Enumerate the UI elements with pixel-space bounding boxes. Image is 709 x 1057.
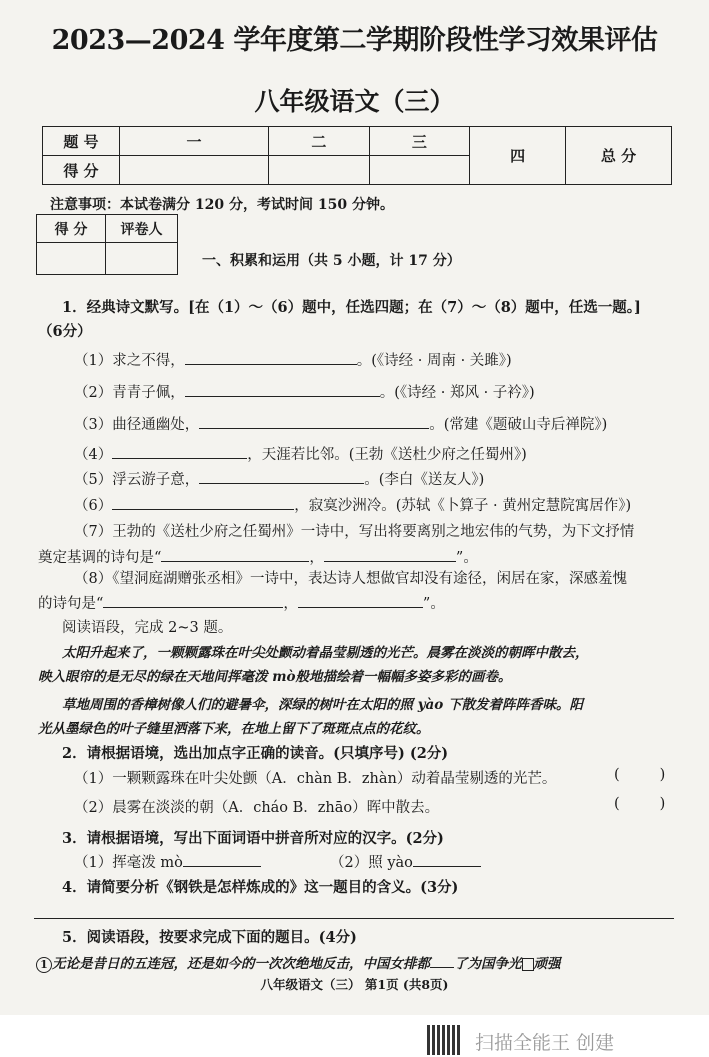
q3-item-2: （2）照 yào	[330, 851, 481, 872]
score-cell-4: 四	[470, 127, 566, 185]
answer-blank[interactable]	[324, 547, 456, 562]
score-cell-3: 三	[369, 127, 470, 156]
q2-answer-paren-1[interactable]: ( )	[614, 767, 666, 783]
q1-item-5: （5）浮云游子意， 。(李白《送友人》)	[74, 468, 484, 489]
q3-item-1: （1）挥毫泼 mò	[74, 851, 261, 872]
circled-number: 1	[36, 957, 52, 973]
answer-box[interactable]	[522, 958, 534, 971]
section-1-heading: 一、积累和运用（共 5 小题，计 17 分）	[202, 253, 461, 269]
score-table	[42, 126, 672, 185]
passage-line: 光从墨绿色的叶子缝里洒落下来，在地上留下了斑斑点点的花纹。	[38, 721, 430, 737]
answer-blank[interactable]	[185, 350, 357, 365]
divider-line	[34, 918, 674, 919]
answer-blank[interactable]	[413, 852, 481, 867]
notice: 注意事项：本试卷满分 120 分，考试时间 150 分钟。	[50, 197, 394, 213]
passage-line: 太阳升起来了，一颗颗露珠在叶尖处颤动着晶莹剔透的光芒。晨雾在淡淡的朝晖中散去，	[62, 645, 589, 661]
answer-blank[interactable]	[298, 593, 423, 608]
answer-blank[interactable]	[112, 444, 247, 459]
score-blank-3[interactable]	[369, 156, 470, 185]
passage-line: 草地周围的香樟树像人们的避暑伞，深绿的树叶在太阳的照 yào 下散发着阵阵香味。阳	[62, 697, 583, 713]
qr-code-icon	[427, 1025, 461, 1055]
q1-item-1: （1）求之不得， 。(《诗经 · 周南 · 关雎》)	[74, 349, 512, 370]
answer-blank[interactable]	[199, 414, 429, 429]
q1-item-8-line2: 的诗句是“ ， ”。	[38, 592, 445, 613]
q1-item-3: （3）曲径通幽处， 。(常建《题破山寺后禅院》)	[74, 413, 607, 434]
answer-blank[interactable]	[103, 593, 283, 608]
q3-stem: 3．请根据语境，写出下面词语中拼音所对应的汉字。(2分)	[62, 830, 444, 847]
passage-line: 映入眼帘的是无尽的绿在天地间挥毫泼 mò般地描绘着一幅幅多姿多彩的画卷。	[38, 669, 512, 685]
grader-table	[36, 214, 178, 275]
q5-stem: 5．阅读语段，按要求完成下面的题目。(4分)	[62, 929, 357, 946]
score-blank-2[interactable]	[269, 156, 370, 185]
grader-score-blank[interactable]	[37, 243, 106, 275]
q2-option-1: （1）一颗颗露珠在叶尖处颤（A．chàn B．zhàn）动着晶莹剔透的光芒。	[74, 771, 557, 787]
score-cell-2: 二	[269, 127, 370, 156]
scanner-watermark: 扫描全能王 创建	[475, 1032, 615, 1054]
answer-blank[interactable]	[183, 852, 261, 867]
q1-item-2: （2）青青子佩， 。(《诗经 · 郑风 · 子衿》)	[74, 381, 535, 402]
answer-blank[interactable]	[430, 953, 454, 968]
exam-title: 2023—2024 学年度第二学期阶段性学习效果评估	[51, 25, 658, 56]
reading-intro: 阅读语段，完成 2~3 题。	[62, 620, 233, 636]
score-cell-1: 一	[119, 127, 268, 156]
q4-stem: 4．请简要分析《钢铁是怎样炼成的》这一题目的含义。(3分)	[62, 879, 459, 896]
q1-item-4: （4） ，天涯若比邻。(王勃《送杜少府之任蜀州》)	[74, 443, 527, 464]
score-cell-total: 总 分	[565, 127, 671, 185]
q1-item-6: （6） ，寂寞沙洲冷。(苏轼《卜算子 · 黄州定慧院寓居作》)	[74, 494, 631, 515]
q5-passage-line: 1 无论是昔日的五连冠，还是如今的一次次绝地反击，中国女排都 了为国争光 顽强	[36, 952, 561, 973]
score-row-label: 得 分	[43, 156, 120, 185]
answer-blank[interactable]	[161, 547, 309, 562]
score-cell-label: 题 号	[43, 127, 120, 156]
q1-item-7-line2: 奠定基调的诗句是“ ， ”。	[38, 546, 478, 567]
answer-blank[interactable]	[185, 382, 380, 397]
exam-subtitle: 八年级语文（三）	[254, 87, 455, 116]
q1-item-8-line1: （8）《望洞庭湖赠张丞相》一诗中，表达诗人想做官却没有途径，闲居在家，深感羞愧	[74, 571, 627, 587]
q1-stem: 1．经典诗文默写。[在（1）～（6）题中，任选四题；在（7）～（8）题中，任选一题。]	[62, 299, 641, 316]
page-footer: 八年级语文（三） 第1页 (共8页)	[260, 977, 449, 992]
grader-name-blank[interactable]	[106, 243, 178, 275]
answer-blank[interactable]	[112, 495, 294, 510]
score-blank-1[interactable]	[119, 156, 268, 185]
q2-option-2: （2）晨雾在淡淡的朝（A．cháo B．zhāo）晖中散去。	[74, 800, 440, 816]
q2-stem: 2．请根据语境，选出加点字正确的读音。(只填序号) (2分)	[62, 745, 449, 762]
q1-item-7-line1: （7）王勃的《送杜少府之任蜀州》一诗中，写出将要离别之地宏伟的气势，为下文抒情	[74, 524, 635, 540]
q1-score: （6分）	[38, 323, 92, 340]
grader-name-label: 评卷人	[106, 215, 178, 243]
q2-answer-paren-2[interactable]: ( )	[614, 796, 666, 812]
grader-score-label: 得 分	[37, 215, 106, 243]
answer-blank[interactable]	[199, 469, 364, 484]
